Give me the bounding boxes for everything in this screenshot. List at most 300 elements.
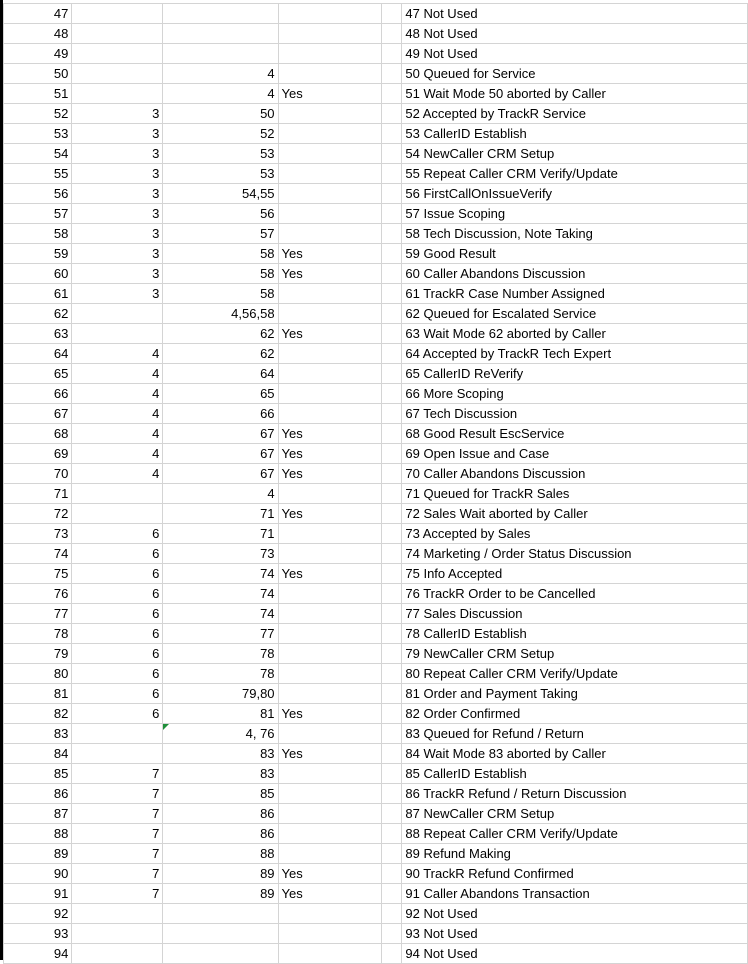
cell-empty[interactable] [381, 844, 402, 864]
cell-description[interactable]: 74 Marketing / Order Status Discussion [402, 544, 748, 564]
spreadsheet-body [4, 4, 748, 964]
cell-from-states[interactable]: 73 [163, 544, 278, 564]
cell-empty[interactable] [381, 404, 402, 424]
cell-terminal-flag[interactable]: Yes [278, 744, 381, 764]
cell-state-number[interactable]: 90 [4, 864, 72, 884]
cell-from-states[interactable]: 71 [163, 504, 278, 524]
cell-group[interactable]: 4 [72, 444, 163, 464]
cell-from-states[interactable]: 67 [163, 464, 278, 484]
cell-description[interactable]: 94 Not Used [402, 944, 748, 964]
cell-group[interactable]: 7 [72, 784, 163, 804]
cell-description[interactable]: 60 Caller Abandons Discussion [402, 264, 748, 284]
cell-description[interactable]: 70 Caller Abandons Discussion [402, 464, 748, 484]
cell-from-states[interactable]: 71 [163, 524, 278, 544]
cell-empty[interactable] [381, 584, 402, 604]
cell-state-number[interactable]: 82 [4, 704, 72, 724]
cell-empty[interactable] [381, 144, 402, 164]
cell-terminal-flag[interactable]: Yes [278, 884, 381, 904]
cell-group[interactable]: 3 [72, 164, 163, 184]
cell-from-states[interactable]: 88 [163, 844, 278, 864]
cell-from-states[interactable]: 4, 76 [163, 724, 278, 744]
cell-description[interactable]: 49 Not Used [402, 44, 748, 64]
cell-state-number[interactable]: 89 [4, 844, 72, 864]
cell-description[interactable]: 91 Caller Abandons Transaction [402, 884, 748, 904]
cell-empty[interactable] [381, 464, 402, 484]
cell-group[interactable]: 3 [72, 224, 163, 244]
cell-empty[interactable] [381, 944, 402, 964]
cell-state-number[interactable]: 55 [4, 164, 72, 184]
cell-description[interactable]: 65 CallerID ReVerify [402, 364, 748, 384]
cell-from-states[interactable]: 79,80 [163, 684, 278, 704]
cell-from-states[interactable]: 4 [163, 84, 278, 104]
cell-group[interactable]: 3 [72, 264, 163, 284]
cell-description[interactable]: 59 Good Result [402, 244, 748, 264]
cell-empty[interactable] [381, 864, 402, 884]
cell-state-number[interactable]: 80 [4, 664, 72, 684]
cell-group[interactable] [72, 904, 163, 924]
cell-empty[interactable] [381, 344, 402, 364]
cell-description[interactable]: 51 Wait Mode 50 aborted by Caller [402, 84, 748, 104]
cell-group[interactable]: 3 [72, 184, 163, 204]
cell-empty[interactable] [381, 624, 402, 644]
cell-terminal-flag[interactable] [278, 404, 381, 424]
cell-state-number[interactable]: 85 [4, 764, 72, 784]
cell-group[interactable] [72, 324, 163, 344]
cell-empty[interactable] [381, 204, 402, 224]
cell-empty[interactable] [381, 24, 402, 44]
cell-terminal-flag[interactable] [278, 204, 381, 224]
cell-terminal-flag[interactable] [278, 224, 381, 244]
cell-state-number[interactable]: 47 [4, 4, 72, 24]
cell-group[interactable] [72, 924, 163, 944]
cell-state-number[interactable]: 51 [4, 84, 72, 104]
cell-terminal-flag[interactable] [278, 624, 381, 644]
cell-description[interactable]: 67 Tech Discussion [402, 404, 748, 424]
cell-from-states[interactable]: 86 [163, 824, 278, 844]
cell-group[interactable]: 3 [72, 104, 163, 124]
cell-state-number[interactable]: 59 [4, 244, 72, 264]
table-row [4, 204, 748, 224]
table-row [4, 844, 748, 864]
cell-terminal-flag[interactable] [278, 804, 381, 824]
cell-group[interactable] [72, 724, 163, 744]
cell-group[interactable]: 3 [72, 284, 163, 304]
cell-state-number[interactable]: 58 [4, 224, 72, 244]
cell-group[interactable]: 7 [72, 824, 163, 844]
table-row [4, 604, 748, 624]
cell-group[interactable]: 7 [72, 804, 163, 824]
cell-group[interactable] [72, 4, 163, 24]
cell-description[interactable]: 86 TrackR Refund / Return Discussion [402, 784, 748, 804]
cell-state-number[interactable]: 53 [4, 124, 72, 144]
cell-from-states[interactable]: 58 [163, 284, 278, 304]
cell-empty[interactable] [381, 824, 402, 844]
cell-terminal-flag[interactable] [278, 104, 381, 124]
cell-description[interactable]: 75 Info Accepted [402, 564, 748, 584]
cell-state-number[interactable]: 69 [4, 444, 72, 464]
cell-from-states[interactable]: 57 [163, 224, 278, 244]
cell-terminal-flag[interactable] [278, 844, 381, 864]
cell-from-states[interactable] [163, 904, 278, 924]
cell-description[interactable]: 61 TrackR Case Number Assigned [402, 284, 748, 304]
cell-state-number[interactable]: 49 [4, 44, 72, 64]
table-row [4, 104, 748, 124]
cell-empty[interactable] [381, 164, 402, 184]
cell-empty[interactable] [381, 84, 402, 104]
cell-terminal-flag[interactable] [278, 544, 381, 564]
cell-empty[interactable] [381, 284, 402, 304]
cell-from-states[interactable] [163, 44, 278, 64]
cell-group[interactable] [72, 24, 163, 44]
cell-terminal-flag[interactable] [278, 924, 381, 944]
cell-terminal-flag[interactable] [278, 484, 381, 504]
cell-terminal-flag[interactable] [278, 684, 381, 704]
cell-terminal-flag[interactable] [278, 644, 381, 664]
cell-state-number[interactable]: 91 [4, 884, 72, 904]
cell-state-number[interactable]: 73 [4, 524, 72, 544]
cell-state-number[interactable]: 62 [4, 304, 72, 324]
cell-terminal-flag[interactable] [278, 784, 381, 804]
cell-state-number[interactable]: 81 [4, 684, 72, 704]
cell-terminal-flag[interactable] [278, 344, 381, 364]
cell-state-number[interactable]: 60 [4, 264, 72, 284]
cell-empty[interactable] [381, 304, 402, 324]
cell-terminal-flag[interactable] [278, 584, 381, 604]
cell-empty[interactable] [381, 184, 402, 204]
cell-terminal-flag[interactable]: Yes [278, 704, 381, 724]
cell-description[interactable]: 85 CallerID Establish [402, 764, 748, 784]
cell-empty[interactable] [381, 924, 402, 944]
cell-description[interactable]: 58 Tech Discussion, Note Taking [402, 224, 748, 244]
cell-state-number[interactable]: 61 [4, 284, 72, 304]
cell-description[interactable]: 84 Wait Mode 83 aborted by Caller [402, 744, 748, 764]
cell-terminal-flag[interactable] [278, 184, 381, 204]
cell-from-states[interactable]: 83 [163, 744, 278, 764]
cell-from-states[interactable] [163, 944, 278, 964]
cell-from-states[interactable]: 58 [163, 244, 278, 264]
cell-terminal-flag[interactable] [278, 284, 381, 304]
cell-description[interactable]: 73 Accepted by Sales [402, 524, 748, 544]
cell-description[interactable]: 55 Repeat Caller CRM Verify/Update [402, 164, 748, 184]
cell-group[interactable]: 6 [72, 544, 163, 564]
cell-from-states[interactable] [163, 4, 278, 24]
cell-description[interactable]: 56 FirstCallOnIssueVerify [402, 184, 748, 204]
cell-from-states[interactable]: 4,56,58 [163, 304, 278, 324]
cell-group[interactable]: 6 [72, 644, 163, 664]
cell-terminal-flag[interactable] [278, 904, 381, 924]
cell-group[interactable]: 7 [72, 884, 163, 904]
cell-description[interactable]: 82 Order Confirmed [402, 704, 748, 724]
cell-state-number[interactable]: 79 [4, 644, 72, 664]
cell-from-states[interactable]: 4 [163, 64, 278, 84]
cell-description[interactable]: 71 Queued for TrackR Sales [402, 484, 748, 504]
cell-terminal-flag[interactable]: Yes [278, 324, 381, 344]
cell-description[interactable]: 89 Refund Making [402, 844, 748, 864]
cell-group[interactable]: 6 [72, 584, 163, 604]
cell-empty[interactable] [381, 664, 402, 684]
cell-from-states[interactable]: 78 [163, 664, 278, 684]
cell-group[interactable] [72, 44, 163, 64]
cell-from-states[interactable]: 62 [163, 324, 278, 344]
cell-terminal-flag[interactable]: Yes [278, 464, 381, 484]
cell-description[interactable]: 66 More Scoping [402, 384, 748, 404]
cell-state-number[interactable]: 92 [4, 904, 72, 924]
cell-state-number[interactable]: 74 [4, 544, 72, 564]
cell-state-number[interactable]: 76 [4, 584, 72, 604]
cell-from-states[interactable]: 89 [163, 864, 278, 884]
cell-terminal-flag[interactable] [278, 664, 381, 684]
spreadsheet-grid [3, 3, 748, 964]
cell-state-number[interactable]: 77 [4, 604, 72, 624]
cell-terminal-flag[interactable] [278, 824, 381, 844]
cell-state-number[interactable]: 56 [4, 184, 72, 204]
cell-terminal-flag[interactable]: Yes [278, 264, 381, 284]
cell-group[interactable]: 7 [72, 764, 163, 784]
cell-terminal-flag[interactable] [278, 304, 381, 324]
cell-empty[interactable] [381, 604, 402, 624]
table-row [4, 264, 748, 284]
cell-from-states[interactable]: 53 [163, 164, 278, 184]
cell-description[interactable]: 81 Order and Payment Taking [402, 684, 748, 704]
cell-state-number[interactable]: 72 [4, 504, 72, 524]
table-row [4, 524, 748, 544]
cell-state-number[interactable]: 52 [4, 104, 72, 124]
cell-empty[interactable] [381, 724, 402, 744]
cell-state-number[interactable]: 65 [4, 364, 72, 384]
cell-terminal-flag[interactable] [278, 144, 381, 164]
cell-group[interactable]: 6 [72, 704, 163, 724]
cell-empty[interactable] [381, 544, 402, 564]
cell-terminal-flag[interactable]: Yes [278, 244, 381, 264]
table-row [4, 424, 748, 444]
cell-group[interactable]: 7 [72, 844, 163, 864]
cell-from-states[interactable]: 74 [163, 584, 278, 604]
cell-group[interactable] [72, 744, 163, 764]
cell-from-states[interactable]: 4 [163, 484, 278, 504]
cell-from-states[interactable]: 81 [163, 704, 278, 724]
cell-from-states[interactable]: 89 [163, 884, 278, 904]
cell-from-states[interactable]: 85 [163, 784, 278, 804]
cell-description[interactable]: 72 Sales Wait aborted by Caller [402, 504, 748, 524]
cell-group[interactable] [72, 304, 163, 324]
cell-group[interactable] [72, 84, 163, 104]
table-row [4, 164, 748, 184]
cell-terminal-flag[interactable] [278, 4, 381, 24]
cell-terminal-flag[interactable] [278, 384, 381, 404]
cell-group[interactable]: 3 [72, 204, 163, 224]
cell-state-number[interactable]: 87 [4, 804, 72, 824]
cell-empty[interactable] [381, 104, 402, 124]
cell-from-states[interactable]: 62 [163, 344, 278, 364]
cell-terminal-flag[interactable]: Yes [278, 564, 381, 584]
cell-empty[interactable] [381, 764, 402, 784]
cell-from-states[interactable]: 58 [163, 264, 278, 284]
cell-from-states[interactable]: 64 [163, 364, 278, 384]
cell-terminal-flag[interactable] [278, 124, 381, 144]
cell-group[interactable] [72, 944, 163, 964]
cell-description[interactable]: 93 Not Used [402, 924, 748, 944]
cell-terminal-flag[interactable]: Yes [278, 444, 381, 464]
cell-state-number[interactable]: 94 [4, 944, 72, 964]
cell-description[interactable]: 76 TrackR Order to be Cancelled [402, 584, 748, 604]
cell-description[interactable]: 80 Repeat Caller CRM Verify/Update [402, 664, 748, 684]
cell-description[interactable]: 83 Queued for Refund / Return [402, 724, 748, 744]
cell-group[interactable]: 6 [72, 524, 163, 544]
cell-group[interactable] [72, 504, 163, 524]
cell-description[interactable]: 64 Accepted by TrackR Tech Expert [402, 344, 748, 364]
cell-empty[interactable] [381, 224, 402, 244]
cell-terminal-flag[interactable] [278, 44, 381, 64]
cell-state-number[interactable]: 71 [4, 484, 72, 504]
cell-empty[interactable] [381, 424, 402, 444]
cell-description[interactable]: 53 CallerID Establish [402, 124, 748, 144]
cell-terminal-flag[interactable]: Yes [278, 84, 381, 104]
cell-description[interactable]: 78 CallerID Establish [402, 624, 748, 644]
cell-empty[interactable] [381, 704, 402, 724]
cell-state-number[interactable]: 70 [4, 464, 72, 484]
cell-group[interactable]: 4 [72, 424, 163, 444]
cell-state-number[interactable]: 54 [4, 144, 72, 164]
cell-state-number[interactable]: 86 [4, 784, 72, 804]
cell-from-states[interactable]: 74 [163, 564, 278, 584]
cell-empty[interactable] [381, 504, 402, 524]
cell-empty[interactable] [381, 44, 402, 64]
cell-group[interactable]: 4 [72, 464, 163, 484]
cell-empty[interactable] [381, 444, 402, 464]
cell-state-number[interactable]: 57 [4, 204, 72, 224]
cell-state-number[interactable]: 66 [4, 384, 72, 404]
cell-group[interactable]: 3 [72, 244, 163, 264]
cell-empty[interactable] [381, 64, 402, 84]
cell-group[interactable]: 3 [72, 124, 163, 144]
cell-state-number[interactable]: 67 [4, 404, 72, 424]
cell-group[interactable]: 3 [72, 144, 163, 164]
cell-terminal-flag[interactable]: Yes [278, 424, 381, 444]
cell-empty[interactable] [381, 384, 402, 404]
cell-from-states[interactable]: 54,55 [163, 184, 278, 204]
cell-terminal-flag[interactable]: Yes [278, 864, 381, 884]
cell-from-states[interactable]: 67 [163, 444, 278, 464]
cell-group[interactable]: 4 [72, 344, 163, 364]
cell-terminal-flag[interactable] [278, 64, 381, 84]
cell-description[interactable]: 69 Open Issue and Case [402, 444, 748, 464]
cell-group[interactable]: 6 [72, 684, 163, 704]
cell-state-number[interactable]: 48 [4, 24, 72, 44]
cell-empty[interactable] [381, 744, 402, 764]
cell-empty[interactable] [381, 564, 402, 584]
cell-terminal-flag[interactable] [278, 944, 381, 964]
cell-terminal-flag[interactable] [278, 364, 381, 384]
cell-group[interactable]: 6 [72, 604, 163, 624]
cell-terminal-flag[interactable] [278, 764, 381, 784]
cell-description[interactable]: 57 Issue Scoping [402, 204, 748, 224]
cell-from-states[interactable]: 67 [163, 424, 278, 444]
cell-description[interactable]: 68 Good Result EscService [402, 424, 748, 444]
cell-terminal-flag[interactable] [278, 524, 381, 544]
cell-description[interactable]: 62 Queued for Escalated Service [402, 304, 748, 324]
cell-state-number[interactable]: 83 [4, 724, 72, 744]
cell-from-states[interactable]: 50 [163, 104, 278, 124]
cell-state-number[interactable]: 50 [4, 64, 72, 84]
cell-from-states[interactable]: 52 [163, 124, 278, 144]
cell-state-number[interactable]: 63 [4, 324, 72, 344]
cell-empty[interactable] [381, 264, 402, 284]
cell-empty[interactable] [381, 124, 402, 144]
cell-from-states[interactable]: 83 [163, 764, 278, 784]
cell-group[interactable] [72, 484, 163, 504]
cell-from-states[interactable] [163, 924, 278, 944]
cell-description[interactable]: 54 NewCaller CRM Setup [402, 144, 748, 164]
cell-description[interactable]: 50 Queued for Service [402, 64, 748, 84]
cell-empty[interactable] [381, 904, 402, 924]
cell-group[interactable]: 6 [72, 664, 163, 684]
cell-from-states[interactable]: 65 [163, 384, 278, 404]
cell-empty[interactable] [381, 244, 402, 264]
cell-empty[interactable] [381, 524, 402, 544]
cell-terminal-flag[interactable] [278, 24, 381, 44]
cell-from-states[interactable]: 77 [163, 624, 278, 644]
cell-description[interactable]: 87 NewCaller CRM Setup [402, 804, 748, 824]
cell-description[interactable]: 90 TrackR Refund Confirmed [402, 864, 748, 884]
cell-empty[interactable] [381, 484, 402, 504]
table-row [4, 784, 748, 804]
cell-group[interactable]: 4 [72, 384, 163, 404]
cell-description[interactable]: 52 Accepted by TrackR Service [402, 104, 748, 124]
cell-description[interactable]: 92 Not Used [402, 904, 748, 924]
cell-group[interactable]: 4 [72, 364, 163, 384]
cell-empty[interactable] [381, 324, 402, 344]
cell-from-states[interactable]: 74 [163, 604, 278, 624]
cell-empty[interactable] [381, 364, 402, 384]
cell-group[interactable]: 7 [72, 864, 163, 884]
cell-description[interactable]: 79 NewCaller CRM Setup [402, 644, 748, 664]
table-row [4, 804, 748, 824]
cell-from-states[interactable]: 66 [163, 404, 278, 424]
cell-empty[interactable] [381, 804, 402, 824]
cell-state-number[interactable]: 78 [4, 624, 72, 644]
cell-state-number[interactable]: 68 [4, 424, 72, 444]
cell-state-number[interactable]: 64 [4, 344, 72, 364]
cell-description[interactable]: 77 Sales Discussion [402, 604, 748, 624]
cell-group[interactable]: 6 [72, 624, 163, 644]
cell-from-states[interactable]: 78 [163, 644, 278, 664]
cell-from-states[interactable]: 53 [163, 144, 278, 164]
cell-terminal-flag[interactable]: Yes [278, 504, 381, 524]
cell-description[interactable]: 48 Not Used [402, 24, 748, 44]
cell-empty[interactable] [381, 644, 402, 664]
cell-terminal-flag[interactable] [278, 604, 381, 624]
cell-empty[interactable] [381, 884, 402, 904]
cell-terminal-flag[interactable] [278, 724, 381, 744]
cell-from-states[interactable]: 86 [163, 804, 278, 824]
cell-empty[interactable] [381, 784, 402, 804]
cell-state-number[interactable]: 93 [4, 924, 72, 944]
cell-state-number[interactable]: 84 [4, 744, 72, 764]
cell-terminal-flag[interactable] [278, 164, 381, 184]
cell-description[interactable]: 88 Repeat Caller CRM Verify/Update [402, 824, 748, 844]
cell-description[interactable]: 63 Wait Mode 62 aborted by Caller [402, 324, 748, 344]
cell-from-states[interactable]: 56 [163, 204, 278, 224]
cell-from-states[interactable] [163, 24, 278, 44]
cell-state-number[interactable]: 88 [4, 824, 72, 844]
cell-group[interactable]: 4 [72, 404, 163, 424]
cell-empty[interactable] [381, 684, 402, 704]
cell-group[interactable] [72, 64, 163, 84]
cell-state-number[interactable]: 75 [4, 564, 72, 584]
cell-group[interactable]: 6 [72, 564, 163, 584]
cell-description[interactable]: 47 Not Used [402, 4, 748, 24]
cell-empty[interactable] [381, 4, 402, 24]
